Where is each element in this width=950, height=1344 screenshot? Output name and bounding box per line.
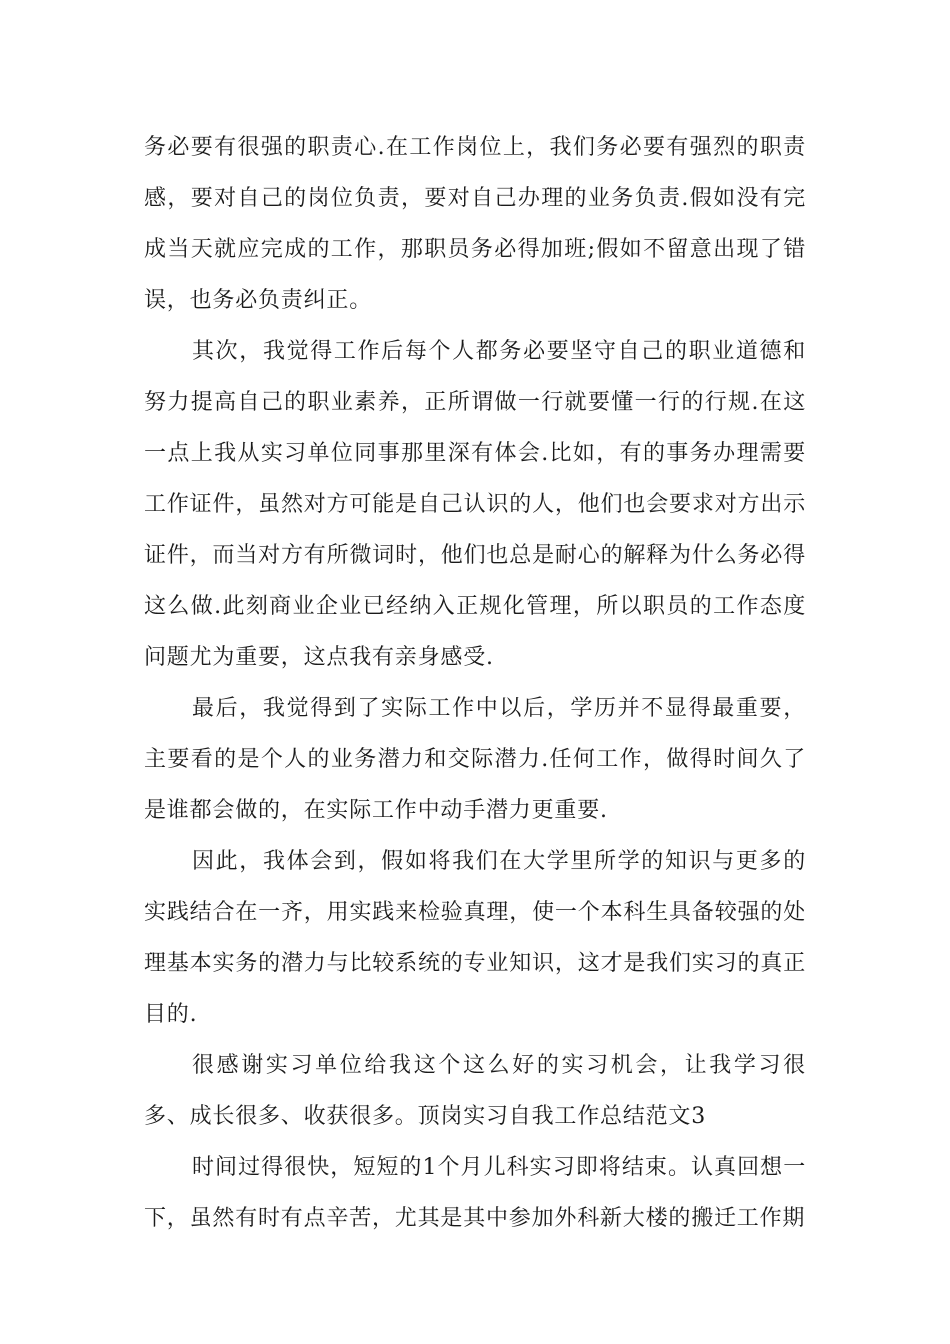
paragraph-3: 最后，我觉得到了实际工作中以后，学历并不显得最重要，主要看的是个人的业务潜力和交际潜力.任何工作，做得时间久了是谁都会做的，在实际工作中动手潜力更重要. (144, 696, 806, 823)
paragraph-1: 务必要有很强的职责心.在工作岗位上，我们务必要有强烈的职责感，要对自己的岗位负责，要对自己办理的业务负责.假如没有完成当天就应完成的工作，那职员务必得加班;假如不留意出现了错误，也务必负责纠正。 (144, 135, 806, 313)
paragraph-4: 因此，我体会到，假如将我们在大学里所学的知识与更多的实践结合在一齐，用实践来检验真理，使一个本科生具备较强的处理基本实务的潜力与比较系统的专业知识，这才是我们实习的真正目的. (144, 849, 806, 1027)
paragraph-2: 其次，我觉得工作后每个人都务必要坚守自己的职业道德和努力提高自己的职业素养，正所谓做一行就要懂一行的行规.在这一点上我从实习单位同事那里深有体会.比如，有的事务办理需要工作证件，虽然对方可能是自己认识的人，他们也会要求对方出示证件，而当对方有所微词时，他们也总是耐心的解释为什么务必得这么做.此刻商业企业已经纳入正规化管理，所以职员的工作态度问题尤为重要，这点我有亲身感受. (144, 339, 806, 670)
document-body (144, 122, 806, 1244)
paragraph-6: 时间过得很快，短短的1个月儿科实习即将结束。认真回想一下，虽然有时有点辛苦，尤其是其中参加外科新大楼的搬迁工作期 (144, 1155, 806, 1231)
paragraph-5: 很感谢实习单位给我这个这么好的实习机会，让我学习很多、成长很多、收获很多。顶岗实习自我工作总结范文3 (144, 1053, 806, 1129)
